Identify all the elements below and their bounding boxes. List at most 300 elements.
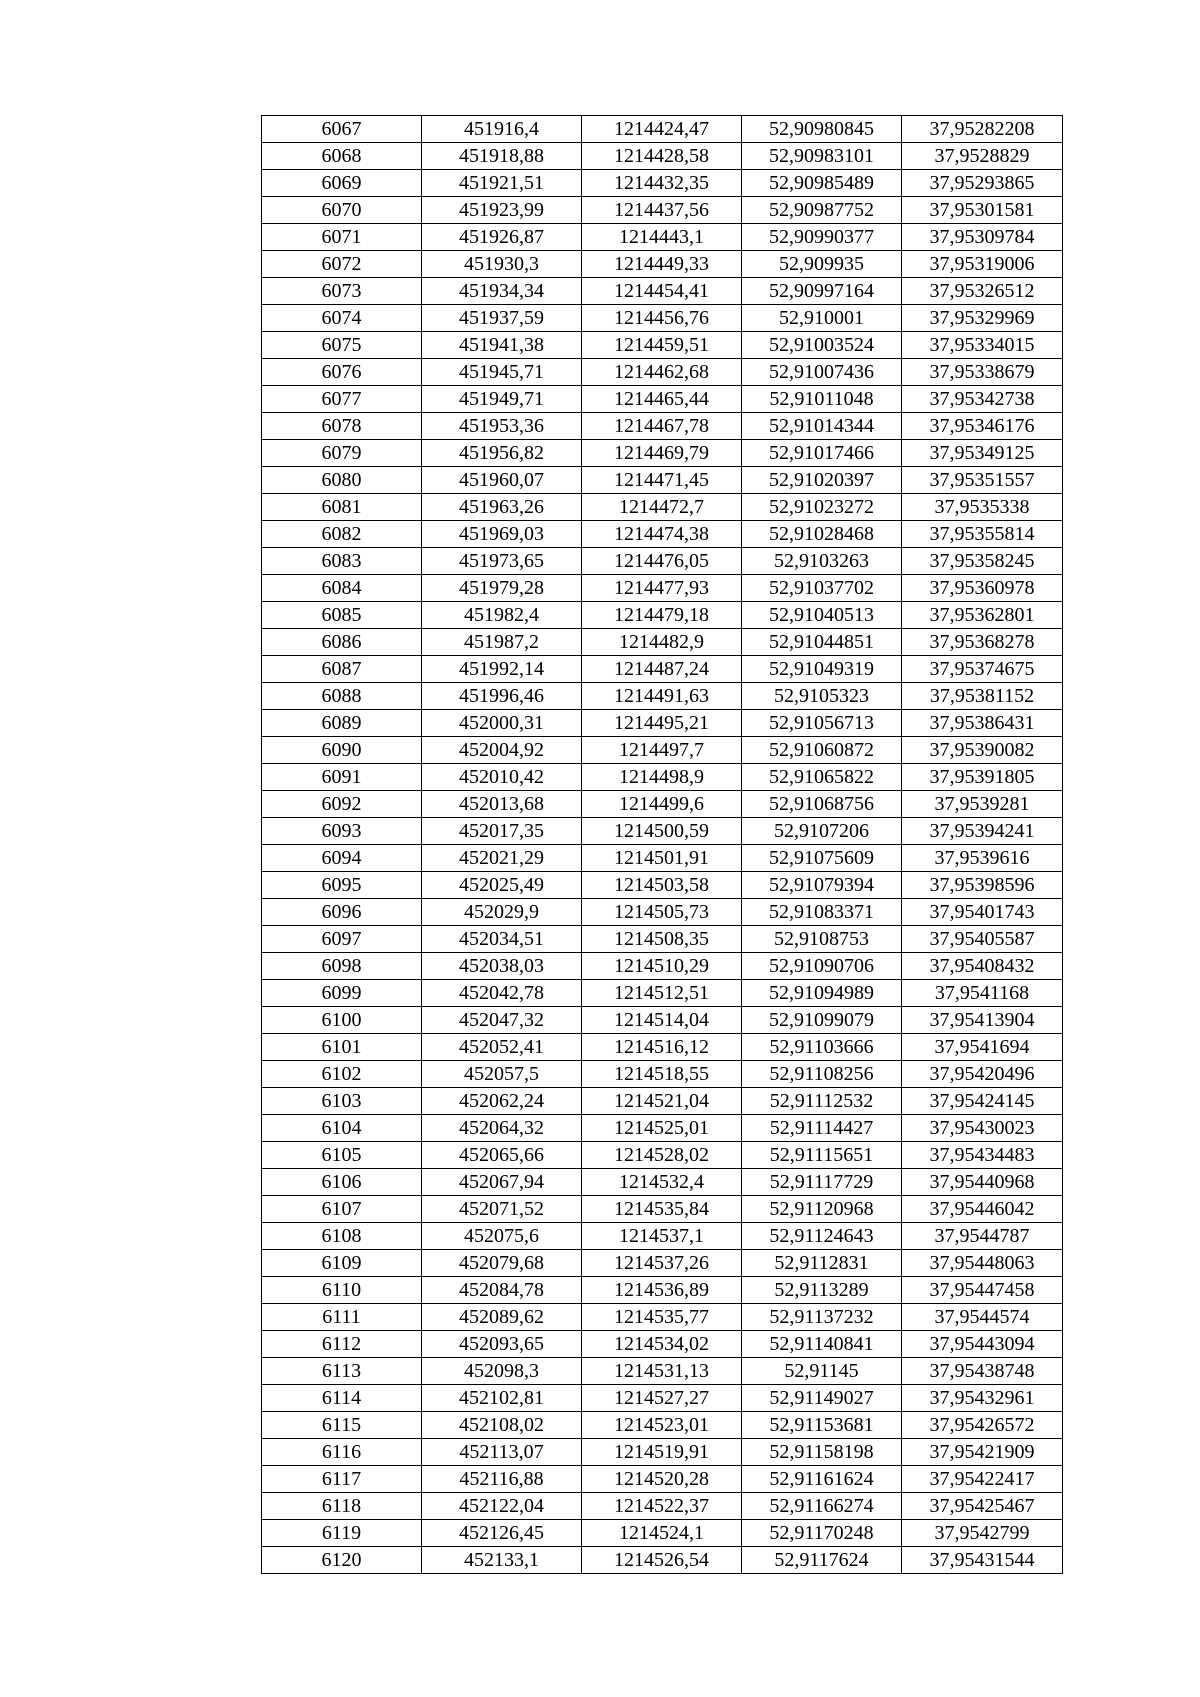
- y-coordinate-cell: 1214499,6: [582, 791, 742, 818]
- longitude-cell: 37,95438748: [902, 1358, 1063, 1385]
- longitude-cell: 37,95421909: [902, 1439, 1063, 1466]
- x-coordinate-cell: 451918,88: [422, 143, 582, 170]
- table-row: [262, 683, 1063, 710]
- longitude-cell: 37,95394241: [902, 818, 1063, 845]
- x-coordinate-cell: 451987,2: [422, 629, 582, 656]
- table-row: [262, 467, 1063, 494]
- latitude-cell: 52,9103263: [742, 548, 902, 575]
- x-coordinate-cell: 452108,02: [422, 1412, 582, 1439]
- coordinates-table-body: [262, 116, 1063, 1574]
- point-number-cell: 6116: [262, 1439, 422, 1466]
- latitude-cell: 52,91166274: [742, 1493, 902, 1520]
- y-coordinate-cell: 1214497,7: [582, 737, 742, 764]
- table-row: [262, 980, 1063, 1007]
- longitude-cell: 37,95446042: [902, 1196, 1063, 1223]
- point-number-cell: 6108: [262, 1223, 422, 1250]
- y-coordinate-cell: 1214476,05: [582, 548, 742, 575]
- x-coordinate-cell: 451921,51: [422, 170, 582, 197]
- table-row: [262, 791, 1063, 818]
- y-coordinate-cell: 1214498,9: [582, 764, 742, 791]
- y-coordinate-cell: 1214510,29: [582, 953, 742, 980]
- x-coordinate-cell: 451963,26: [422, 494, 582, 521]
- table-row: [262, 764, 1063, 791]
- x-coordinate-cell: 451982,4: [422, 602, 582, 629]
- table-row: [262, 1385, 1063, 1412]
- point-number-cell: 6085: [262, 602, 422, 629]
- latitude-cell: 52,9112831: [742, 1250, 902, 1277]
- y-coordinate-cell: 1214424,47: [582, 116, 742, 143]
- longitude-cell: 37,95434483: [902, 1142, 1063, 1169]
- y-coordinate-cell: 1214518,55: [582, 1061, 742, 1088]
- longitude-cell: 37,95342738: [902, 386, 1063, 413]
- latitude-cell: 52,91170248: [742, 1520, 902, 1547]
- x-coordinate-cell: 451937,59: [422, 305, 582, 332]
- latitude-cell: 52,91037702: [742, 575, 902, 602]
- x-coordinate-cell: 452017,35: [422, 818, 582, 845]
- longitude-cell: 37,95443094: [902, 1331, 1063, 1358]
- y-coordinate-cell: 1214503,58: [582, 872, 742, 899]
- longitude-cell: 37,95355814: [902, 521, 1063, 548]
- longitude-cell: 37,95440968: [902, 1169, 1063, 1196]
- table-row: [262, 629, 1063, 656]
- point-number-cell: 6103: [262, 1088, 422, 1115]
- x-coordinate-cell: 452029,9: [422, 899, 582, 926]
- y-coordinate-cell: 1214454,41: [582, 278, 742, 305]
- point-number-cell: 6090: [262, 737, 422, 764]
- table-row: [262, 278, 1063, 305]
- table-row: [262, 359, 1063, 386]
- longitude-cell: 37,95424145: [902, 1088, 1063, 1115]
- point-number-cell: 6086: [262, 629, 422, 656]
- table-row: [262, 494, 1063, 521]
- x-coordinate-cell: 452084,78: [422, 1277, 582, 1304]
- table-row: [262, 1142, 1063, 1169]
- point-number-cell: 6095: [262, 872, 422, 899]
- longitude-cell: 37,95326512: [902, 278, 1063, 305]
- longitude-cell: 37,95426572: [902, 1412, 1063, 1439]
- y-coordinate-cell: 1214495,21: [582, 710, 742, 737]
- point-number-cell: 6087: [262, 656, 422, 683]
- point-number-cell: 6101: [262, 1034, 422, 1061]
- x-coordinate-cell: 452126,45: [422, 1520, 582, 1547]
- table-row: [262, 1412, 1063, 1439]
- y-coordinate-cell: 1214535,77: [582, 1304, 742, 1331]
- y-coordinate-cell: 1214523,01: [582, 1412, 742, 1439]
- y-coordinate-cell: 1214534,02: [582, 1331, 742, 1358]
- point-number-cell: 6074: [262, 305, 422, 332]
- longitude-cell: 37,95390082: [902, 737, 1063, 764]
- latitude-cell: 52,91099079: [742, 1007, 902, 1034]
- y-coordinate-cell: 1214501,91: [582, 845, 742, 872]
- table-row: [262, 1169, 1063, 1196]
- x-coordinate-cell: 452102,81: [422, 1385, 582, 1412]
- y-coordinate-cell: 1214482,9: [582, 629, 742, 656]
- table-row: [262, 1061, 1063, 1088]
- x-coordinate-cell: 452075,6: [422, 1223, 582, 1250]
- longitude-cell: 37,95420496: [902, 1061, 1063, 1088]
- table-row: [262, 224, 1063, 251]
- table-row: [262, 602, 1063, 629]
- x-coordinate-cell: 452034,51: [422, 926, 582, 953]
- y-coordinate-cell: 1214532,4: [582, 1169, 742, 1196]
- latitude-cell: 52,91115651: [742, 1142, 902, 1169]
- y-coordinate-cell: 1214505,73: [582, 899, 742, 926]
- table-row: [262, 386, 1063, 413]
- point-number-cell: 6119: [262, 1520, 422, 1547]
- y-coordinate-cell: 1214537,1: [582, 1223, 742, 1250]
- longitude-cell: 37,95293865: [902, 170, 1063, 197]
- longitude-cell: 37,95360978: [902, 575, 1063, 602]
- point-number-cell: 6070: [262, 197, 422, 224]
- latitude-cell: 52,91017466: [742, 440, 902, 467]
- longitude-cell: 37,95431544: [902, 1547, 1063, 1574]
- point-number-cell: 6112: [262, 1331, 422, 1358]
- latitude-cell: 52,90985489: [742, 170, 902, 197]
- x-coordinate-cell: 452071,52: [422, 1196, 582, 1223]
- y-coordinate-cell: 1214465,44: [582, 386, 742, 413]
- point-number-cell: 6084: [262, 575, 422, 602]
- longitude-cell: 37,9539281: [902, 791, 1063, 818]
- latitude-cell: 52,91145: [742, 1358, 902, 1385]
- y-coordinate-cell: 1214512,51: [582, 980, 742, 1007]
- longitude-cell: 37,95425467: [902, 1493, 1063, 1520]
- x-coordinate-cell: 452116,88: [422, 1466, 582, 1493]
- x-coordinate-cell: 451923,99: [422, 197, 582, 224]
- latitude-cell: 52,91158198: [742, 1439, 902, 1466]
- table-row: [262, 1196, 1063, 1223]
- latitude-cell: 52,91040513: [742, 602, 902, 629]
- table-row: [262, 1493, 1063, 1520]
- longitude-cell: 37,95358245: [902, 548, 1063, 575]
- table-row: [262, 818, 1063, 845]
- y-coordinate-cell: 1214437,56: [582, 197, 742, 224]
- point-number-cell: 6093: [262, 818, 422, 845]
- table-row: [262, 143, 1063, 170]
- x-coordinate-cell: 451949,71: [422, 386, 582, 413]
- point-number-cell: 6118: [262, 1493, 422, 1520]
- longitude-cell: 37,95301581: [902, 197, 1063, 224]
- latitude-cell: 52,91114427: [742, 1115, 902, 1142]
- longitude-cell: 37,9539616: [902, 845, 1063, 872]
- longitude-cell: 37,9541694: [902, 1034, 1063, 1061]
- x-coordinate-cell: 451992,14: [422, 656, 582, 683]
- table-row: [262, 845, 1063, 872]
- latitude-cell: 52,91065822: [742, 764, 902, 791]
- y-coordinate-cell: 1214516,12: [582, 1034, 742, 1061]
- point-number-cell: 6075: [262, 332, 422, 359]
- point-number-cell: 6114: [262, 1385, 422, 1412]
- point-number-cell: 6079: [262, 440, 422, 467]
- latitude-cell: 52,90987752: [742, 197, 902, 224]
- table-row: [262, 1034, 1063, 1061]
- latitude-cell: 52,91068756: [742, 791, 902, 818]
- longitude-cell: 37,95432961: [902, 1385, 1063, 1412]
- latitude-cell: 52,9108753: [742, 926, 902, 953]
- longitude-cell: 37,95405587: [902, 926, 1063, 953]
- table-row: [262, 1250, 1063, 1277]
- latitude-cell: 52,91124643: [742, 1223, 902, 1250]
- longitude-cell: 37,9544787: [902, 1223, 1063, 1250]
- x-coordinate-cell: 451960,07: [422, 467, 582, 494]
- longitude-cell: 37,95374675: [902, 656, 1063, 683]
- point-number-cell: 6120: [262, 1547, 422, 1574]
- latitude-cell: 52,91007436: [742, 359, 902, 386]
- table-row: [262, 1115, 1063, 1142]
- latitude-cell: 52,91094989: [742, 980, 902, 1007]
- longitude-cell: 37,95334015: [902, 332, 1063, 359]
- point-number-cell: 6089: [262, 710, 422, 737]
- longitude-cell: 37,95422417: [902, 1466, 1063, 1493]
- y-coordinate-cell: 1214519,91: [582, 1439, 742, 1466]
- y-coordinate-cell: 1214527,27: [582, 1385, 742, 1412]
- x-coordinate-cell: 452079,68: [422, 1250, 582, 1277]
- longitude-cell: 37,95309784: [902, 224, 1063, 251]
- latitude-cell: 52,91020397: [742, 467, 902, 494]
- x-coordinate-cell: 451956,82: [422, 440, 582, 467]
- x-coordinate-cell: 452098,3: [422, 1358, 582, 1385]
- longitude-cell: 37,95338679: [902, 359, 1063, 386]
- longitude-cell: 37,9544574: [902, 1304, 1063, 1331]
- y-coordinate-cell: 1214526,54: [582, 1547, 742, 1574]
- x-coordinate-cell: 452025,49: [422, 872, 582, 899]
- latitude-cell: 52,9113289: [742, 1277, 902, 1304]
- table-row: [262, 1304, 1063, 1331]
- y-coordinate-cell: 1214521,04: [582, 1088, 742, 1115]
- x-coordinate-cell: 452064,32: [422, 1115, 582, 1142]
- x-coordinate-cell: 451945,71: [422, 359, 582, 386]
- latitude-cell: 52,91049319: [742, 656, 902, 683]
- y-coordinate-cell: 1214474,38: [582, 521, 742, 548]
- point-number-cell: 6071: [262, 224, 422, 251]
- longitude-cell: 37,9542799: [902, 1520, 1063, 1547]
- longitude-cell: 37,95349125: [902, 440, 1063, 467]
- y-coordinate-cell: 1214487,24: [582, 656, 742, 683]
- table-row: [262, 710, 1063, 737]
- point-number-cell: 6077: [262, 386, 422, 413]
- latitude-cell: 52,90997164: [742, 278, 902, 305]
- latitude-cell: 52,91140841: [742, 1331, 902, 1358]
- longitude-cell: 37,95329969: [902, 305, 1063, 332]
- longitude-cell: 37,9541168: [902, 980, 1063, 1007]
- longitude-cell: 37,95447458: [902, 1277, 1063, 1304]
- table-row: [262, 872, 1063, 899]
- x-coordinate-cell: 452067,94: [422, 1169, 582, 1196]
- y-coordinate-cell: 1214462,68: [582, 359, 742, 386]
- point-number-cell: 6115: [262, 1412, 422, 1439]
- y-coordinate-cell: 1214479,18: [582, 602, 742, 629]
- point-number-cell: 6083: [262, 548, 422, 575]
- y-coordinate-cell: 1214467,78: [582, 413, 742, 440]
- point-number-cell: 6102: [262, 1061, 422, 1088]
- y-coordinate-cell: 1214428,58: [582, 143, 742, 170]
- point-number-cell: 6111: [262, 1304, 422, 1331]
- table-row: [262, 737, 1063, 764]
- longitude-cell: 37,95362801: [902, 602, 1063, 629]
- x-coordinate-cell: 452093,65: [422, 1331, 582, 1358]
- latitude-cell: 52,91108256: [742, 1061, 902, 1088]
- x-coordinate-cell: 452065,66: [422, 1142, 582, 1169]
- table-row: [262, 116, 1063, 143]
- table-row: [262, 1466, 1063, 1493]
- point-number-cell: 6080: [262, 467, 422, 494]
- latitude-cell: 52,91079394: [742, 872, 902, 899]
- x-coordinate-cell: 452021,29: [422, 845, 582, 872]
- longitude-cell: 37,95448063: [902, 1250, 1063, 1277]
- latitude-cell: 52,91083371: [742, 899, 902, 926]
- y-coordinate-cell: 1214471,45: [582, 467, 742, 494]
- point-number-cell: 6104: [262, 1115, 422, 1142]
- y-coordinate-cell: 1214432,35: [582, 170, 742, 197]
- latitude-cell: 52,91003524: [742, 332, 902, 359]
- table-row: [262, 926, 1063, 953]
- point-number-cell: 6082: [262, 521, 422, 548]
- x-coordinate-cell: 452113,07: [422, 1439, 582, 1466]
- x-coordinate-cell: 451953,36: [422, 413, 582, 440]
- point-number-cell: 6088: [262, 683, 422, 710]
- x-coordinate-cell: 451916,4: [422, 116, 582, 143]
- longitude-cell: 37,95319006: [902, 251, 1063, 278]
- point-number-cell: 6094: [262, 845, 422, 872]
- x-coordinate-cell: 452038,03: [422, 953, 582, 980]
- point-number-cell: 6072: [262, 251, 422, 278]
- table-row: [262, 1007, 1063, 1034]
- longitude-cell: 37,95398596: [902, 872, 1063, 899]
- y-coordinate-cell: 1214535,84: [582, 1196, 742, 1223]
- latitude-cell: 52,90980845: [742, 116, 902, 143]
- x-coordinate-cell: 452047,32: [422, 1007, 582, 1034]
- table-row: [262, 521, 1063, 548]
- point-number-cell: 6117: [262, 1466, 422, 1493]
- point-number-cell: 6096: [262, 899, 422, 926]
- x-coordinate-cell: 452133,1: [422, 1547, 582, 1574]
- point-number-cell: 6069: [262, 170, 422, 197]
- latitude-cell: 52,91153681: [742, 1412, 902, 1439]
- point-number-cell: 6098: [262, 953, 422, 980]
- table-row: [262, 1358, 1063, 1385]
- table-row: [262, 656, 1063, 683]
- x-coordinate-cell: 452089,62: [422, 1304, 582, 1331]
- point-number-cell: 6092: [262, 791, 422, 818]
- y-coordinate-cell: 1214477,93: [582, 575, 742, 602]
- latitude-cell: 52,91023272: [742, 494, 902, 521]
- latitude-cell: 52,910001: [742, 305, 902, 332]
- x-coordinate-cell: 452057,5: [422, 1061, 582, 1088]
- longitude-cell: 37,95391805: [902, 764, 1063, 791]
- y-coordinate-cell: 1214525,01: [582, 1115, 742, 1142]
- longitude-cell: 37,9535338: [902, 494, 1063, 521]
- table-row: [262, 251, 1063, 278]
- x-coordinate-cell: 451934,34: [422, 278, 582, 305]
- table-row: [262, 170, 1063, 197]
- x-coordinate-cell: 452042,78: [422, 980, 582, 1007]
- longitude-cell: 37,95386431: [902, 710, 1063, 737]
- x-coordinate-cell: 452062,24: [422, 1088, 582, 1115]
- longitude-cell: 37,95408432: [902, 953, 1063, 980]
- latitude-cell: 52,90983101: [742, 143, 902, 170]
- latitude-cell: 52,91120968: [742, 1196, 902, 1223]
- point-number-cell: 6097: [262, 926, 422, 953]
- x-coordinate-cell: 452010,42: [422, 764, 582, 791]
- y-coordinate-cell: 1214528,02: [582, 1142, 742, 1169]
- point-number-cell: 6091: [262, 764, 422, 791]
- point-number-cell: 6073: [262, 278, 422, 305]
- latitude-cell: 52,9107206: [742, 818, 902, 845]
- point-number-cell: 6105: [262, 1142, 422, 1169]
- x-coordinate-cell: 451996,46: [422, 683, 582, 710]
- table-row: [262, 575, 1063, 602]
- latitude-cell: 52,91060872: [742, 737, 902, 764]
- latitude-cell: 52,91117729: [742, 1169, 902, 1196]
- table-row: [262, 1520, 1063, 1547]
- x-coordinate-cell: 452013,68: [422, 791, 582, 818]
- point-number-cell: 6067: [262, 116, 422, 143]
- point-number-cell: 6100: [262, 1007, 422, 1034]
- y-coordinate-cell: 1214469,79: [582, 440, 742, 467]
- latitude-cell: 52,91149027: [742, 1385, 902, 1412]
- longitude-cell: 37,95381152: [902, 683, 1063, 710]
- y-coordinate-cell: 1214500,59: [582, 818, 742, 845]
- x-coordinate-cell: 452122,04: [422, 1493, 582, 1520]
- longitude-cell: 37,95282208: [902, 116, 1063, 143]
- table-row: [262, 1088, 1063, 1115]
- point-number-cell: 6076: [262, 359, 422, 386]
- x-coordinate-cell: 452000,31: [422, 710, 582, 737]
- coordinates-table: [261, 115, 1063, 1574]
- y-coordinate-cell: 1214459,51: [582, 332, 742, 359]
- x-coordinate-cell: 451973,65: [422, 548, 582, 575]
- x-coordinate-cell: 451969,03: [422, 521, 582, 548]
- y-coordinate-cell: 1214536,89: [582, 1277, 742, 1304]
- table-row: [262, 1331, 1063, 1358]
- point-number-cell: 6099: [262, 980, 422, 1007]
- table-row: [262, 1277, 1063, 1304]
- table-row: [262, 899, 1063, 926]
- longitude-cell: 37,95413904: [902, 1007, 1063, 1034]
- latitude-cell: 52,91044851: [742, 629, 902, 656]
- latitude-cell: 52,91075609: [742, 845, 902, 872]
- table-row: [262, 305, 1063, 332]
- y-coordinate-cell: 1214443,1: [582, 224, 742, 251]
- x-coordinate-cell: 451926,87: [422, 224, 582, 251]
- latitude-cell: 52,91137232: [742, 1304, 902, 1331]
- latitude-cell: 52,91056713: [742, 710, 902, 737]
- x-coordinate-cell: 452004,92: [422, 737, 582, 764]
- latitude-cell: 52,91103666: [742, 1034, 902, 1061]
- latitude-cell: 52,91112532: [742, 1088, 902, 1115]
- longitude-cell: 37,9528829: [902, 143, 1063, 170]
- point-number-cell: 6081: [262, 494, 422, 521]
- x-coordinate-cell: 451979,28: [422, 575, 582, 602]
- latitude-cell: 52,91014344: [742, 413, 902, 440]
- x-coordinate-cell: 452052,41: [422, 1034, 582, 1061]
- point-number-cell: 6068: [262, 143, 422, 170]
- longitude-cell: 37,95346176: [902, 413, 1063, 440]
- point-number-cell: 6106: [262, 1169, 422, 1196]
- longitude-cell: 37,95430023: [902, 1115, 1063, 1142]
- table-row: [262, 1223, 1063, 1250]
- y-coordinate-cell: 1214508,35: [582, 926, 742, 953]
- y-coordinate-cell: 1214456,76: [582, 305, 742, 332]
- table-row: [262, 953, 1063, 980]
- table-row: [262, 332, 1063, 359]
- y-coordinate-cell: 1214449,33: [582, 251, 742, 278]
- table-row: [262, 440, 1063, 467]
- point-number-cell: 6110: [262, 1277, 422, 1304]
- latitude-cell: 52,909935: [742, 251, 902, 278]
- table-row: [262, 197, 1063, 224]
- point-number-cell: 6078: [262, 413, 422, 440]
- y-coordinate-cell: 1214520,28: [582, 1466, 742, 1493]
